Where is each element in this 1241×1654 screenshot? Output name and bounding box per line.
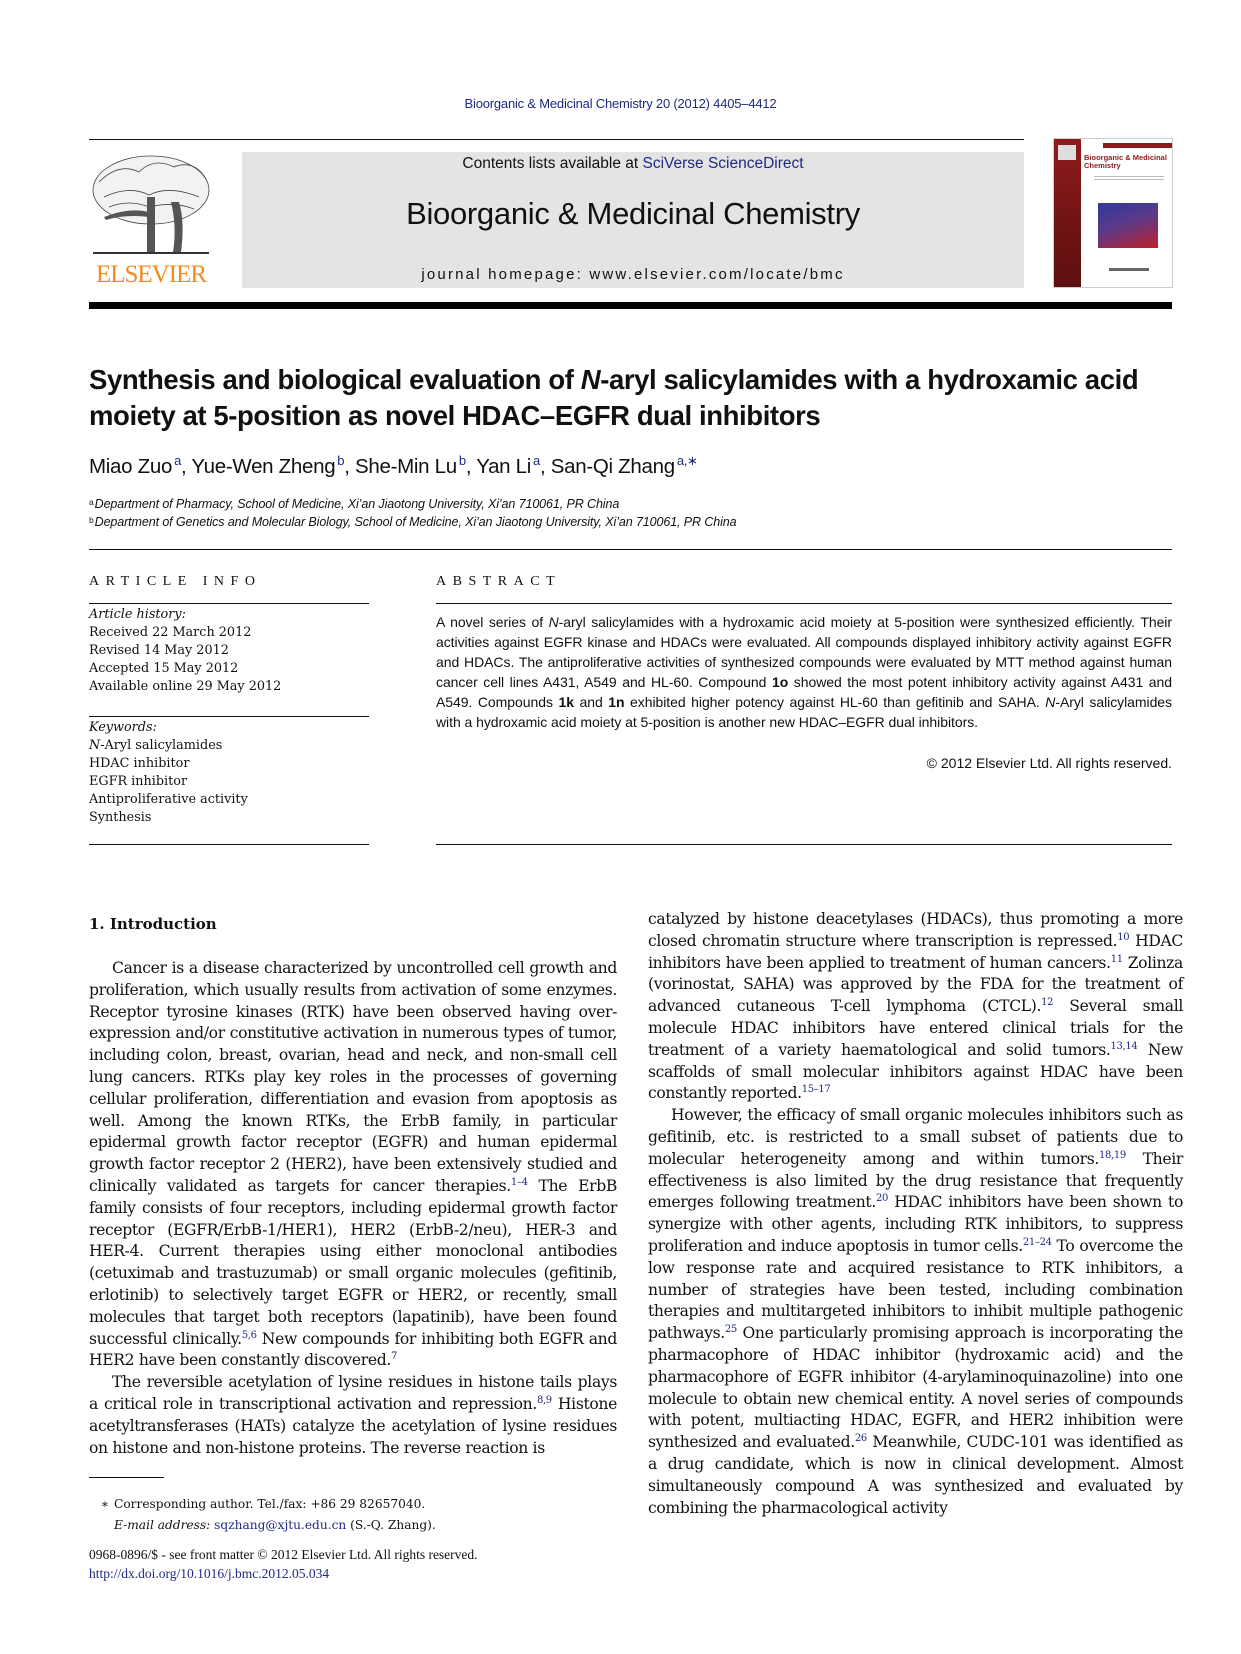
- body-column-left: [89, 958, 617, 1459]
- citation-link[interactable]: 15–17: [801, 1084, 831, 1096]
- email-link[interactable]: sqzhang@xjtu.edu.cn: [214, 1518, 347, 1532]
- elsevier-logo: [89, 152, 213, 288]
- author-name: Yue-Wen Zheng: [191, 455, 336, 478]
- citation-link[interactable]: 13,14: [1110, 1040, 1138, 1052]
- keyword-item: EGFR inhibitor: [89, 774, 188, 789]
- keyword-item: Antiproliferative activity: [89, 792, 248, 807]
- author-name: She-Min Lu: [355, 455, 457, 478]
- compound-label: 1n: [608, 694, 625, 710]
- history-accepted: Accepted 15 May 2012: [89, 661, 239, 676]
- keywords: [89, 719, 369, 827]
- citation-link[interactable]: 7: [390, 1351, 397, 1363]
- cover-subtitle: [1094, 176, 1164, 180]
- citation-link[interactable]: 5,6: [241, 1329, 257, 1341]
- paper-title: Synthesis and biological evaluation of N-aryl salicylamides with a hydroxamic acid moiety at 5-position as novel HDAC–EGFR dual inhibitors: [89, 364, 1139, 431]
- article-info-bottom-rule: [89, 844, 369, 845]
- elsevier-tree-icon: [89, 152, 213, 260]
- keyword-item: Synthesis: [89, 810, 152, 825]
- citation-link[interactable]: 1–4: [510, 1176, 528, 1188]
- footnote-star: ∗: [100, 1497, 109, 1511]
- author-list: Miao Zuo $^a$, Yue-Wen Zheng $^b$, She-Min Lu $^b$, Yan Li $^a$, San-Qi Zhang $^{a,∗}$: [89, 453, 698, 478]
- abstract-bottom-rule: [436, 844, 1172, 845]
- contents-prefix: Contents lists available at: [462, 155, 643, 172]
- keyword-item: HDAC inhibitor: [89, 756, 190, 771]
- footer-issn: 0968-0896/$ - see front matter © 2012 Elsevier Ltd. All rights reserved.: [89, 1547, 478, 1562]
- section-heading-introduction: 1. Introduction: [89, 915, 217, 933]
- citation-link[interactable]: 12: [1041, 997, 1054, 1008]
- article-history: [89, 606, 369, 696]
- journal-name: Bioorganic & Medicinal Chemistry: [406, 196, 860, 231]
- masthead-heavy-rule: [89, 302, 1172, 309]
- doi-link[interactable]: http://dx.doi.org/10.1016/j.bmc.2012.05.034: [89, 1566, 330, 1581]
- history-revised: Revised 14 May 2012: [89, 643, 229, 658]
- corresponding-author-footnote: ∗ Corresponding author. Tel./fax: +86 29 82657040.: [89, 1497, 425, 1511]
- cover-image: [1098, 203, 1158, 248]
- keywords-rule: [89, 716, 369, 717]
- journal-citation-link[interactable]: Bioorganic & Medicinal Chemistry 20 (2012) 4405–4412: [464, 96, 777, 111]
- journal-masthead: [242, 152, 1024, 288]
- sciencedirect-link[interactable]: SciVerse ScienceDirect: [642, 155, 804, 172]
- header-rule: [89, 139, 1024, 140]
- affiliation-b: $^b$Department of Genetics and Molecular Biology, School of Medicine, Xi’an Jiaotong University, Xi’an 710061, PR China: [89, 515, 737, 529]
- affiliations-rule: [89, 549, 1172, 550]
- citation-link[interactable]: 21–24: [1022, 1236, 1052, 1248]
- author-name: San-Qi Zhang: [550, 455, 675, 478]
- abstract-copyright: © 2012 Elsevier Ltd. All rights reserved.: [926, 755, 1172, 771]
- abstract-rule: [436, 603, 1172, 604]
- author-name: Miao Zuo: [89, 455, 173, 478]
- citation-link[interactable]: 20: [875, 1193, 888, 1205]
- history-received: Received 22 March 2012: [89, 625, 252, 640]
- affiliation-mark[interactable]: b: [458, 453, 466, 468]
- keyword-item: N-Aryl salicylamides: [89, 738, 223, 753]
- elsevier-wordmark: ELSEVIER: [95, 261, 207, 288]
- paragraph: However, the efficacy of small organic molecules inhibitors such as gefitinib, etc. is restricted to a small subset of patients due to molecular heterogeneity among and within tumors.$^{18,19}$ Their effectiveness is also limited by the drug resistance that frequently emerges following treatment.$^{20}$ HDAC inhibitors have been shown to synergize with other agents, including RTK inhibitors, to suppress proliferation and induce apoptosis in tumor cells.$^{21-24}$ To overcome the low response rate and acquired resistance to RTK inhibitors, a number of strategies have been tested, including combination therapies and multitargeted inhibitors to inhibit multiple pathogenic pathways.$^{25}$ One particularly promising approach is incorporating the pharmacophore of HDAC inhibitor (hydroxamic acid) and the pharmacophore of EGFR inhibitor (4-arylaminoquinazoline) into one molecule to obtain new chemical entity. A novel series of compounds with potent, multiacting HDAC, EGFR, and HER2 inhibition were synthesized and evaluated.$^{26}$ Meanwhile, CUDC-101 was identified as a drug candidate, which is now in clinical development. Almost simultaneously compound A was synthesized and evaluated by combining the pharmacological activity: [648, 1106, 1183, 1517]
- cover-title: Bioorganic & Medicinal Chemistry: [1084, 153, 1167, 170]
- article-info-rule: [89, 603, 369, 604]
- cover-logo-icon: [1058, 145, 1076, 160]
- paragraph: Cancer is a disease characterized by uncontrolled cell growth and proliferation, which usually results from activation of some enzymes. Receptor tyrosine kinases (RTK) have been observed having over-expression and/or constitutive activation in numerous types of tumor, including colon, breast, ovarian, head and neck, and non-small cell lung cancers. RTKs play key roles in the processes of governing cellular proliferation, differentiation and evasion from apoptosis as well. Among the known RTKs, the ErbB family, in particular epidermal growth factor receptor (EGFR) and human epidermal growth factor receptor 2 (HER2), have been extensively studied and clinically validated as targets for cancer therapies.$^{1-4}$ The ErbB family consists of four receptors, including epidermal growth factor receptor (EGFR/ErbB-1/HER1), HER2 (ErbB-2/neu), HER-3 and HER-4. Current therapies using either monoclonal antibodies (cetuximab and trastuzumab) or small organic molecules (gefitinib, erlotinib) to selectively target EGFR or HER2, or recently, small molecules that target both receptors (lapatinib), have been found successful clinically.$^{5,6}$ New compounds for inhibiting both EGFR and HER2 have been constantly discovered.$^7$: [89, 959, 618, 1370]
- citation-link[interactable]: 8,9: [536, 1394, 552, 1406]
- history-label: Article history:: [89, 607, 186, 622]
- cover-topbar: [1103, 143, 1173, 148]
- citation-link[interactable]: 18,19: [1099, 1149, 1126, 1161]
- compound-label: 1o: [771, 674, 789, 690]
- affiliation-mark[interactable]: a,∗: [676, 453, 698, 468]
- cover-spine: [1054, 139, 1081, 287]
- affiliation-mark[interactable]: a: [174, 453, 181, 468]
- affiliation-a: $^a$Department of Pharmacy, School of Medicine, Xi’an Jiaotong University, Xi’an 710061, PR China: [89, 497, 620, 511]
- article-info-heading: ARTICLE INFO: [89, 574, 262, 589]
- cover-footer: [1109, 268, 1149, 271]
- journal-homepage-link[interactable]: journal homepage: www.elsevier.com/locate/bmc: [421, 266, 845, 283]
- citation-link[interactable]: 26: [854, 1432, 867, 1444]
- compound-label: 1k: [558, 694, 574, 710]
- author-name: Yan Li: [476, 455, 532, 478]
- citation-link[interactable]: 10: [1117, 931, 1130, 943]
- footnote-rule: [89, 1477, 164, 1478]
- abstract-heading: ABSTRACT: [436, 574, 562, 589]
- paragraph: The reversible acetylation of lysine residues in histone tails plays a critical role in transcriptional activation and repression.$^{8,9}$ Histone acetyltransferases (HATs) catalyze the acetylation of lysine residues on histone and non-histone proteins. The reverse reaction is: [89, 1373, 617, 1457]
- abstract-text: A novel series of N-aryl salicylamides with a hydroxamic acid moiety at 5-position were synthesized efficiently. Their activities against EGFR kinase and HDACs were evaluated. All compounds displayed inhibitory activity against EGFR and HDACs. The antiproliferative activities of synthesized compounds were evaluated by MTT method against human cancer cell lines A431, A549 and HL-60. Compound 1o showed the most potent inhibitory activity against A431 and A549. Compounds 1k and 1n exhibited higher potency against HL-60 than gefitinib and SAHA. N-Aryl salicylamides with a hydroxamic acid moiety at 5-position is another new HDAC–EGFR dual inhibitors.: [436, 614, 1173, 730]
- email-footnote: E-mail address: sqzhang@xjtu.edu.cn (S.-Q. Zhang).: [114, 1518, 436, 1532]
- history-online: Available online 29 May 2012: [89, 679, 282, 694]
- contents-line: [242, 155, 1024, 173]
- citation-link[interactable]: 25: [724, 1323, 737, 1335]
- body-column-right: [648, 909, 1183, 1519]
- paragraph: catalyzed by histone deacetylases (HDACs), thus promoting a more closed chromatin structure where transcription is repressed.$^{10}$ HDAC inhibitors have been applied to treatment of human cancers.$^{11}$ Zolinza (vorinostat, SAHA) was approved by the FDA for the treatment of advanced cutaneous T-cell lymphoma (CTCL).$^{12}$ Several small molecule HDAC inhibitors have entered clinical trials for the treatment of a variety haematological and solid tumors.$^{13,14}$ New scaffolds of small molecular inhibitors against HDAC have been constantly reported.$^{15-17}$: [648, 910, 1183, 1103]
- keywords-label: Keywords:: [89, 720, 157, 735]
- affiliation-mark[interactable]: b: [337, 453, 345, 468]
- citation-link[interactable]: 11: [1110, 953, 1123, 965]
- journal-cover-thumbnail[interactable]: [1053, 138, 1173, 288]
- affiliation-mark[interactable]: a: [533, 453, 540, 468]
